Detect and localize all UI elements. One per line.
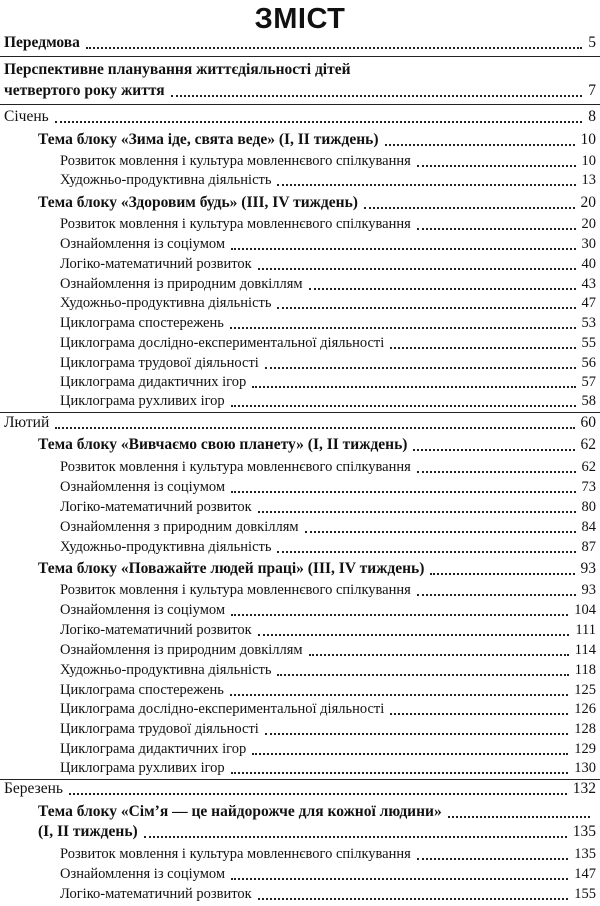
page-number: 130 xyxy=(574,760,596,776)
dot-leader xyxy=(309,654,569,656)
toc-entry-february-theme1[interactable] xyxy=(0,435,600,455)
toc-entry[interactable] xyxy=(0,234,600,254)
dot-leader xyxy=(144,836,567,838)
page-number: 62 xyxy=(580,436,596,453)
toc-entry[interactable] xyxy=(0,680,600,700)
entry-label: Ознайомлення із природним довкіллям xyxy=(60,276,303,292)
entry-label: Логіко-математичний розвиток xyxy=(60,622,252,638)
page-number: 5 xyxy=(588,34,596,51)
entry-label: четвертого року життя xyxy=(4,82,165,99)
entry-label: Циклограма дидактичних ігор xyxy=(60,374,247,390)
dot-leader xyxy=(277,184,575,186)
toc-entry-march-theme1-line1[interactable] xyxy=(0,802,600,822)
toc-entry[interactable] xyxy=(0,864,600,884)
toc-entry-planning[interactable] xyxy=(0,81,600,101)
entry-label: Січень xyxy=(4,108,49,125)
toc-entry[interactable] xyxy=(0,620,600,640)
entry-label: Циклограма дослідно-експериментальної діяльності xyxy=(60,701,385,717)
page-number: 132 xyxy=(572,780,596,797)
page-number: 55 xyxy=(581,335,596,351)
toc-entry[interactable] xyxy=(0,391,600,411)
page-number: 126 xyxy=(574,701,596,717)
toc-entry-march-theme1[interactable] xyxy=(0,822,600,842)
page-number: 62 xyxy=(581,459,596,475)
entry-label: Березень xyxy=(4,780,63,797)
page-number: 10 xyxy=(581,153,596,169)
page-number: 73 xyxy=(581,479,596,495)
dot-leader xyxy=(230,694,568,696)
dot-leader xyxy=(231,248,575,250)
entry-label: Розвиток мовлення і культура мовленнєвого спілкування xyxy=(60,153,411,169)
toc-entry-january-theme2[interactable] xyxy=(0,193,600,213)
dot-leader xyxy=(417,165,576,167)
entry-label: Розвиток мовлення і культура мовленнєвого спілкування xyxy=(60,846,411,862)
entry-label: Лютий xyxy=(4,414,50,431)
entry-label: Логіко-математичний розвиток xyxy=(60,256,252,272)
entry-label: Ознайомлення із природним довкіллям xyxy=(60,642,303,658)
dot-leader xyxy=(86,47,582,49)
entry-label: Циклограма дослідно-експериментальної діяльності xyxy=(60,335,385,351)
dot-leader xyxy=(252,386,575,388)
page-number: 155 xyxy=(574,886,596,902)
section-divider xyxy=(0,56,600,57)
entry-label: Тема блоку «Зима іде, свята веде» (І, ІІ тиждень) xyxy=(38,131,379,148)
page-number: 10 xyxy=(580,131,596,148)
page-title: ЗМІСТ xyxy=(254,3,346,35)
entry-label: Тема блоку «Вивчаємо свою планету» (І, ІІ тиждень) xyxy=(38,436,408,453)
toc-entry[interactable] xyxy=(0,170,600,190)
toc-entry[interactable] xyxy=(0,739,600,759)
dot-leader xyxy=(417,471,576,473)
toc-entry[interactable] xyxy=(0,758,600,778)
entry-label: Тема блоку «Сім’я — це найдорожче для кожної людини» xyxy=(38,803,442,820)
entry-label: Ознайомлення з природним довкіллям xyxy=(60,519,299,535)
toc-entry[interactable] xyxy=(0,844,600,864)
dot-leader xyxy=(258,268,576,270)
page-number: 20 xyxy=(580,194,596,211)
entry-label: Ознайомлення із соціумом xyxy=(60,236,226,252)
toc-entry-january[interactable] xyxy=(0,107,600,127)
dot-leader xyxy=(55,427,574,429)
dot-leader xyxy=(305,531,576,533)
entry-label: Передмова xyxy=(4,34,80,51)
page-number: 8 xyxy=(588,108,596,125)
toc-entry[interactable] xyxy=(0,372,600,392)
page-number: 84 xyxy=(581,519,596,535)
toc-entry[interactable] xyxy=(0,214,600,234)
section-divider xyxy=(0,104,600,105)
toc-entry[interactable] xyxy=(0,497,600,517)
entry-label: Розвиток мовлення і культура мовленнєвого спілкування xyxy=(60,216,411,232)
page-number: 47 xyxy=(581,295,596,311)
dot-leader xyxy=(252,753,568,755)
entry-label: Тема блоку «Здоровим будь» (ІІІ, IV тиждень) xyxy=(38,194,358,211)
dot-leader xyxy=(231,405,576,407)
entry-label: Циклограма рухливих ігор xyxy=(60,760,225,776)
dot-leader xyxy=(390,347,575,349)
toc-entry[interactable] xyxy=(0,293,600,313)
page-number: 53 xyxy=(581,315,596,331)
toc-entry[interactable] xyxy=(0,699,600,719)
entry-label: Циклограма спостережень xyxy=(60,315,224,331)
page-number: 30 xyxy=(581,236,596,252)
dot-leader xyxy=(390,713,568,715)
page-number: 40 xyxy=(581,256,596,272)
page-number: 125 xyxy=(574,682,596,698)
entry-label: Ознайомлення із соціумом xyxy=(60,866,226,882)
dot-leader xyxy=(309,288,576,290)
toc-entry[interactable] xyxy=(0,274,600,294)
page-number: 87 xyxy=(581,539,596,555)
entry-label: Художньо-продуктивна діяльність xyxy=(60,295,272,311)
dot-leader xyxy=(277,551,575,553)
toc-entry-february-theme2[interactable] xyxy=(0,559,600,579)
page-number: 147 xyxy=(574,866,596,882)
page-number: 80 xyxy=(581,499,596,515)
toc-entry[interactable] xyxy=(0,660,600,680)
dot-leader xyxy=(265,733,568,735)
page-number: 118 xyxy=(574,662,596,678)
dot-leader xyxy=(55,121,583,123)
toc-entry[interactable] xyxy=(0,537,600,557)
entry-label: Логіко-математичний розвиток xyxy=(60,499,252,515)
page-number: 57 xyxy=(581,374,596,390)
page-number: 128 xyxy=(574,721,596,737)
page-number: 111 xyxy=(575,622,596,638)
toc-entry[interactable] xyxy=(0,333,600,353)
dot-leader xyxy=(277,307,575,309)
toc-entry[interactable] xyxy=(0,884,600,904)
dot-leader xyxy=(417,594,576,596)
toc-entry[interactable] xyxy=(0,457,600,477)
dot-leader xyxy=(258,898,569,900)
toc-entry-january-theme1[interactable] xyxy=(0,130,600,150)
entry-label: Логіко-математичний розвиток xyxy=(60,886,252,902)
page-number: 13 xyxy=(581,172,596,188)
entry-label: Ознайомлення із соціумом xyxy=(60,602,226,618)
dot-leader xyxy=(265,367,576,369)
entry-label: Розвиток мовлення і культура мовленнєвого спілкування xyxy=(60,459,411,475)
dot-leader xyxy=(258,634,570,636)
toc-entry[interactable] xyxy=(0,719,600,739)
entry-label: (І, ІІ тиждень) xyxy=(38,823,138,840)
dot-leader xyxy=(430,573,574,575)
entry-label: Циклограма трудової діяльності xyxy=(60,721,259,737)
page-number: 135 xyxy=(574,846,596,862)
toc-entry[interactable] xyxy=(0,580,600,600)
page-number: 129 xyxy=(574,741,596,757)
dot-leader xyxy=(417,858,568,860)
entry-label: Циклограма дидактичних ігор xyxy=(60,741,247,757)
entry-label: Ознайомлення із соціумом xyxy=(60,479,226,495)
page-number: 114 xyxy=(574,642,596,658)
dot-leader xyxy=(277,674,568,676)
toc-entry[interactable] xyxy=(0,254,600,274)
toc-entry-planning-line1[interactable]: Перспективне планування життєдіяльності дітей xyxy=(4,61,351,78)
entry-label: Художньо-продуктивна діяльність xyxy=(60,662,272,678)
dot-leader xyxy=(413,449,574,451)
dot-leader xyxy=(231,491,575,493)
page-number: 7 xyxy=(588,82,596,99)
dot-leader xyxy=(231,878,568,880)
dot-leader xyxy=(171,95,583,97)
toc-entry[interactable] xyxy=(0,313,600,333)
dot-leader xyxy=(448,816,590,818)
entry-label: Тема блоку «Поважайте людей праці» (ІІІ, IV тиждень) xyxy=(38,560,425,577)
dot-leader xyxy=(417,228,576,230)
dot-leader xyxy=(230,327,576,329)
entry-label: Художньо-продуктивна діяльність xyxy=(60,172,272,188)
page-number: 58 xyxy=(581,393,596,409)
page-number: 93 xyxy=(581,582,596,598)
toc-entry[interactable] xyxy=(0,640,600,660)
toc-entry[interactable] xyxy=(0,477,600,497)
entry-label: Художньо-продуктивна діяльність xyxy=(60,539,272,555)
page-number: 104 xyxy=(574,602,596,618)
page-number: 135 xyxy=(572,823,596,840)
dot-leader xyxy=(231,614,568,616)
dot-leader xyxy=(258,511,576,513)
page-number: 56 xyxy=(581,355,596,371)
toc-entry[interactable] xyxy=(0,353,600,373)
page-number: 43 xyxy=(581,276,596,292)
entry-label: Циклограма спостережень xyxy=(60,682,224,698)
entry-label: Циклограма трудової діяльності xyxy=(60,355,259,371)
dot-leader xyxy=(231,772,569,774)
page-number: 20 xyxy=(581,216,596,232)
page-number: 60 xyxy=(580,414,596,431)
toc-entry-march[interactable] xyxy=(0,779,600,799)
dot-leader xyxy=(385,144,575,146)
entry-label: Розвиток мовлення і культура мовленнєвого спілкування xyxy=(60,582,411,598)
toc-entry-february[interactable] xyxy=(0,413,600,433)
toc-entry[interactable] xyxy=(0,600,600,620)
dot-leader xyxy=(69,793,567,795)
toc-entry[interactable] xyxy=(0,517,600,537)
entry-label: Циклограма рухливих ігор xyxy=(60,393,225,409)
toc-entry[interactable] xyxy=(0,151,600,171)
page-number: 93 xyxy=(580,560,596,577)
toc-entry-intro[interactable] xyxy=(0,33,600,53)
dot-leader xyxy=(364,207,575,209)
